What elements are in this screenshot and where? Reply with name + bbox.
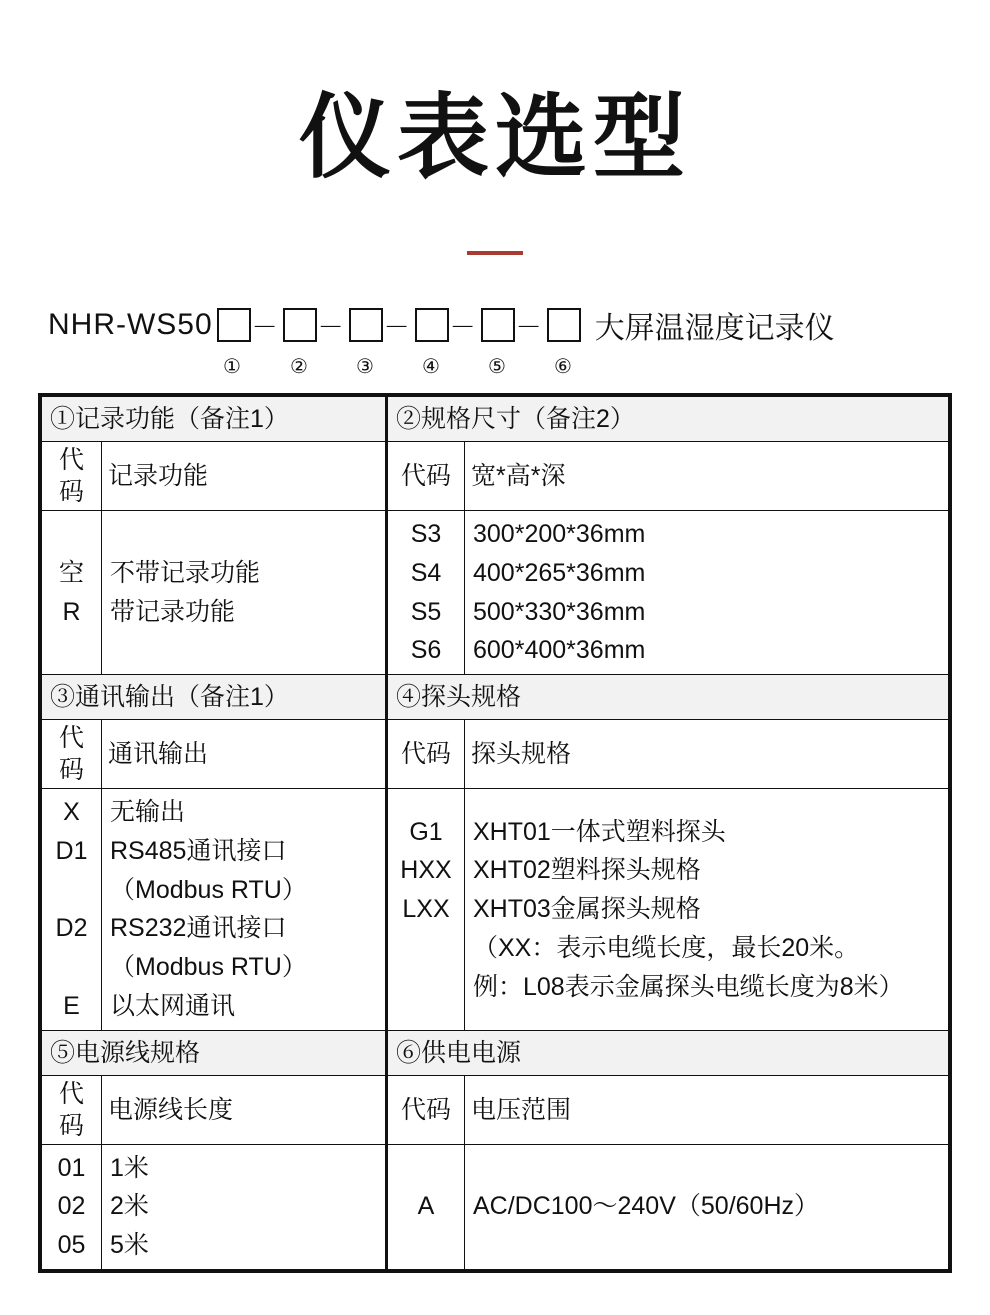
section-header-row-1 [42, 397, 949, 442]
code-list-5 [42, 1144, 102, 1269]
value-item: （Modbus RTU） [110, 953, 307, 982]
model-index-5: ⑤ [488, 355, 506, 378]
value-item: XHT01一体式塑料探头 [473, 817, 726, 846]
value-item: 无输出 [110, 798, 186, 827]
section-header-6: ⑥供电电源 [387, 1030, 949, 1075]
col-code-label-1: 代码 [42, 442, 102, 511]
value-item: 5米 [110, 1231, 149, 1260]
value-item: 600*400*36mm [473, 636, 646, 665]
code-item: D2 [55, 914, 88, 943]
code-item: 空 [58, 558, 84, 587]
section-header-4: ④探头规格 [387, 675, 949, 720]
col-value-label-2: 宽*高*深 [465, 442, 949, 511]
value-item: 以太网通讯 [110, 991, 236, 1020]
code-list-3 [42, 789, 102, 1031]
col-code-label-3: 代码 [42, 720, 102, 789]
model-index-row [0, 353, 990, 379]
model-suffix: 大屏温湿度记录仪 [594, 312, 835, 346]
column-header-row-2 [42, 720, 949, 789]
value-item: 带记录功能 [110, 597, 236, 626]
value-list-1 [102, 511, 387, 675]
code-item: 02 [57, 1192, 86, 1221]
model-slot-3[interactable] [349, 308, 383, 342]
model-dash-1: － [251, 311, 278, 342]
code-item: S3 [410, 520, 442, 549]
model-index-1: ① [223, 355, 241, 378]
model-index-4: ④ [422, 355, 440, 378]
section-header-row-3 [42, 1030, 949, 1075]
code-item [50, 948, 93, 987]
value-item: 300*200*36mm [473, 520, 646, 549]
value-item: 不带记录功能 [110, 558, 261, 587]
code-item: HXX [400, 856, 452, 885]
code-item: S5 [410, 597, 442, 626]
code-list-6 [387, 1144, 465, 1269]
code-item: 01 [57, 1153, 86, 1182]
model-slot-6[interactable] [547, 308, 581, 342]
code-item: E [63, 991, 80, 1020]
model-slot-1[interactable] [217, 308, 251, 342]
section-header-3: ③通讯输出（备注1） [42, 675, 387, 720]
model-dash-4: － [449, 311, 476, 342]
col-code-label-5: 代码 [42, 1075, 102, 1144]
col-code-label-6: 代码 [387, 1075, 465, 1144]
code-item [396, 929, 456, 968]
section-header-1: ①记录功能（备注1） [42, 397, 387, 442]
value-list-2 [465, 511, 949, 675]
model-slot-5[interactable] [481, 308, 515, 342]
value-item: XHT02塑料探头规格 [473, 856, 701, 885]
value-item: RS232通讯接口 [110, 914, 287, 943]
col-code-label-2: 代码 [387, 442, 465, 511]
code-item: D1 [55, 836, 88, 865]
col-value-label-4: 探头规格 [465, 720, 949, 789]
model-prefix: NHR-WS50 [48, 308, 213, 342]
code-item: S4 [410, 558, 442, 587]
value-item: 1米 [110, 1153, 149, 1182]
section-body-row-1 [42, 511, 949, 675]
col-value-label-3: 通讯输出 [102, 720, 387, 789]
code-item [50, 871, 93, 910]
code-list-1 [42, 511, 102, 675]
section-header-2: ②规格尺寸（备注2） [387, 397, 949, 442]
value-list-5 [102, 1144, 387, 1269]
value-list-3 [102, 789, 387, 1031]
value-list-6 [465, 1144, 949, 1269]
model-slot-2[interactable] [283, 308, 317, 342]
value-item: XHT03金属探头规格 [473, 895, 701, 924]
value-item: 例：L08表示金属探头电缆长度为8米） [473, 972, 904, 1001]
title-divider [467, 251, 523, 255]
value-item: （Modbus RTU） [110, 875, 307, 904]
code-item: R [62, 597, 81, 626]
col-value-label-6: 电压范围 [465, 1075, 949, 1144]
value-list-4 [465, 789, 949, 1031]
section-body-row-2 [42, 789, 949, 1031]
section-body-row-3 [42, 1144, 949, 1269]
column-header-row-1 [42, 442, 949, 511]
col-value-label-1: 记录功能 [102, 442, 387, 511]
model-dash-2: － [317, 311, 344, 342]
col-code-label-4: 代码 [387, 720, 465, 789]
value-item: AC/DC100～240V（50/60Hz） [473, 1192, 819, 1221]
model-dash-3: － [383, 311, 410, 342]
code-item: A [417, 1192, 435, 1221]
code-item: G1 [409, 817, 443, 846]
value-item: （XX：表示电缆长度，最长20米。 [473, 933, 860, 962]
code-item: X [63, 798, 80, 827]
code-item: S6 [410, 636, 442, 665]
column-header-row-3 [42, 1075, 949, 1144]
code-item [396, 968, 456, 1007]
col-value-label-5: 电源线长度 [102, 1075, 387, 1144]
model-slot-4[interactable] [415, 308, 449, 342]
model-index-3: ③ [356, 355, 374, 378]
code-list-4 [387, 789, 465, 1031]
model-index-2: ② [290, 355, 308, 378]
value-item: 400*265*36mm [473, 558, 646, 587]
code-item: LXX [402, 895, 450, 924]
model-dash-5: － [515, 311, 542, 342]
code-list-2 [387, 511, 465, 675]
section-header-row-2 [42, 675, 949, 720]
section-header-5: ⑤电源线规格 [42, 1030, 387, 1075]
value-item: 500*330*36mm [473, 597, 646, 626]
model-code-line [0, 303, 990, 347]
value-item: 2米 [110, 1192, 149, 1221]
model-index-6: ⑥ [554, 355, 572, 378]
page-title: 仪表选型 [298, 87, 691, 189]
spec-table [38, 393, 952, 1273]
value-item: RS485通讯接口 [110, 836, 287, 865]
code-item: 05 [57, 1231, 86, 1260]
